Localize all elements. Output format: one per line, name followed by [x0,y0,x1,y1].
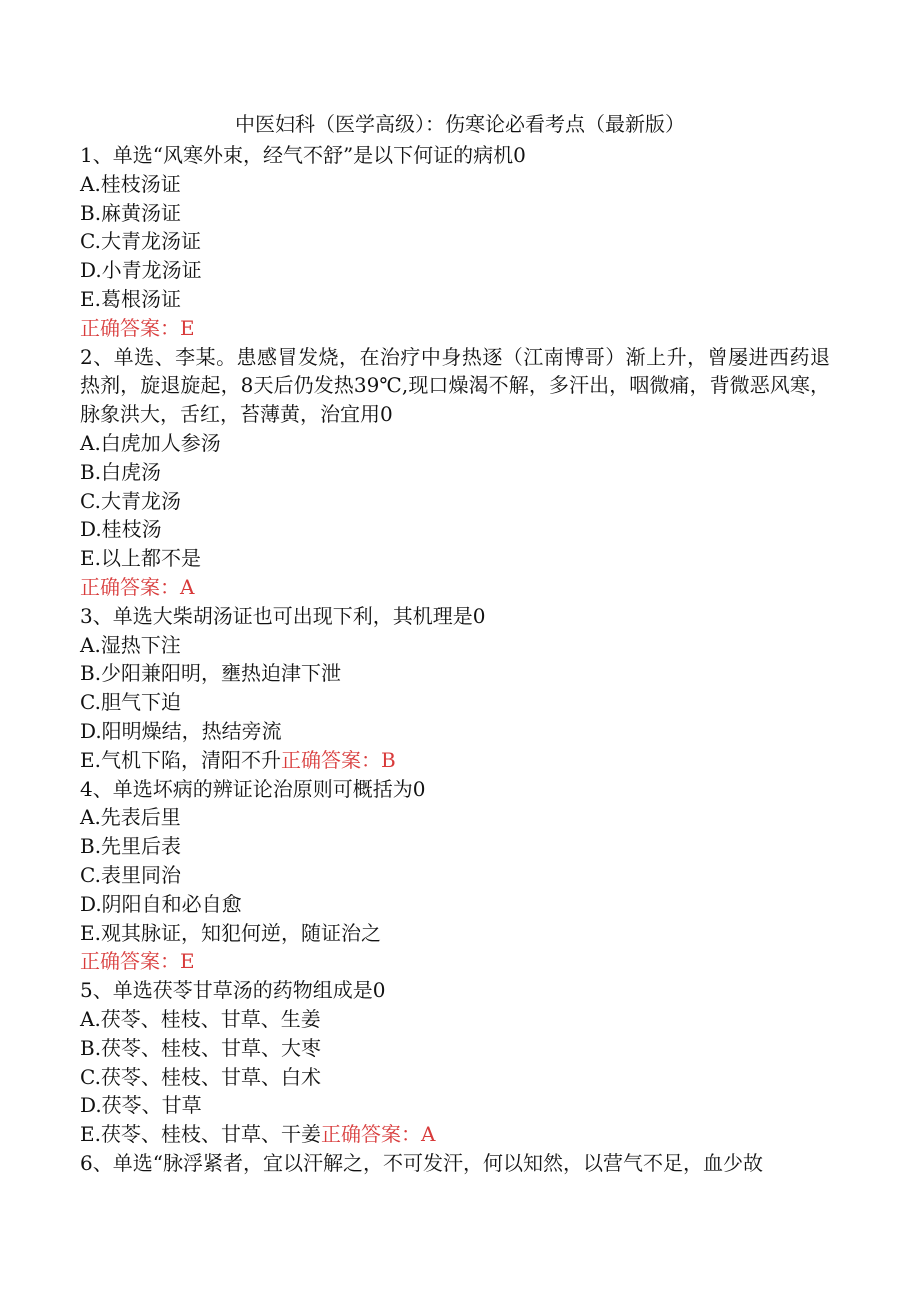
option-e: E.葛根汤证 [80,286,181,311]
option-a: A.桂枝汤证 [80,171,181,196]
option-e: E.茯苓、桂枝、甘草、干姜 [80,1122,321,1147]
option-e: E.以上都不是 [80,546,201,571]
option-b: B.少阳兼阳明，壅热迫津下泄 [80,661,342,686]
question-stem: 6、单选“脉浮紧者，宜以汗解之，不可发汗，何以知然，以营气不足，血少故 [80,1150,763,1175]
question-stem: 5、单选茯苓甘草汤的药物组成是0 [80,978,386,1003]
option-d: D.桂枝汤 [80,517,162,542]
option-c: C.大青龙汤 [80,488,181,513]
option-b: B.麻黄汤证 [80,200,182,225]
option-d: D.茯苓、甘草 [80,1093,202,1118]
correct-answer: 正确答案：B [280,747,396,772]
option-d: D.阳明燥结，热结旁流 [80,718,282,743]
option-e: E.气机下陷，清阳不升 [80,747,281,772]
option-c: C.胆气下迫 [80,690,181,715]
option-d: D.阴阳自和必自愈 [80,891,242,916]
option-c: C.表里同治 [80,862,181,887]
option-e: E.观其脉证，知犯何逆，随证治之 [80,920,381,945]
question-list [80,141,830,1178]
correct-answer: 正确答案：A [320,1122,436,1147]
option-e-with-answer [80,746,830,775]
question-stem: 3、单选大柴胡汤证也可出现下利，其机理是0 [80,603,486,628]
option-a: A.湿热下注 [80,632,181,657]
correct-answer: 正确答案：E [80,949,195,974]
option-e-with-answer [80,1120,830,1149]
option-b: B.先里后表 [80,834,182,859]
question-stem: 1、单选“风寒外束，经气不舒”是以下何证的病机0 [80,143,526,167]
option-c: C.茯苓、桂枝、甘草、白术 [80,1064,321,1089]
page-title: 中医妇科（医学高级）：伤寒论必看考点（最新版） [235,112,685,136]
option-b: B.茯苓、桂枝、甘草、大枣 [80,1035,322,1060]
option-d: D.小青龙汤证 [80,258,202,283]
option-b: B.白虎汤 [80,459,162,484]
correct-answer: 正确答案：A [80,574,195,599]
option-a: A.先表后里 [80,805,181,830]
question-stem: 4、单选坏病的辨证论治原则可概括为0 [80,776,426,801]
option-a: A.茯苓、桂枝、甘草、生姜 [80,1006,321,1031]
option-a: A.白虎加人参汤 [80,430,221,455]
option-c: C.大青龙汤证 [80,229,201,254]
question-stem: 2、单选、李某。患感冒发烧，在治疗中身热逐（江南博哥）渐上升，曾屡进西药退热剂，旋退旋起，8天后仍发热39℃,现口燥渴不解，多汗出，咽微痛，背微恶风寒，脉象洪大，舌红，苔薄黄，治宜用0 [80,344,830,427]
correct-answer: 正确答案：E [80,315,195,340]
